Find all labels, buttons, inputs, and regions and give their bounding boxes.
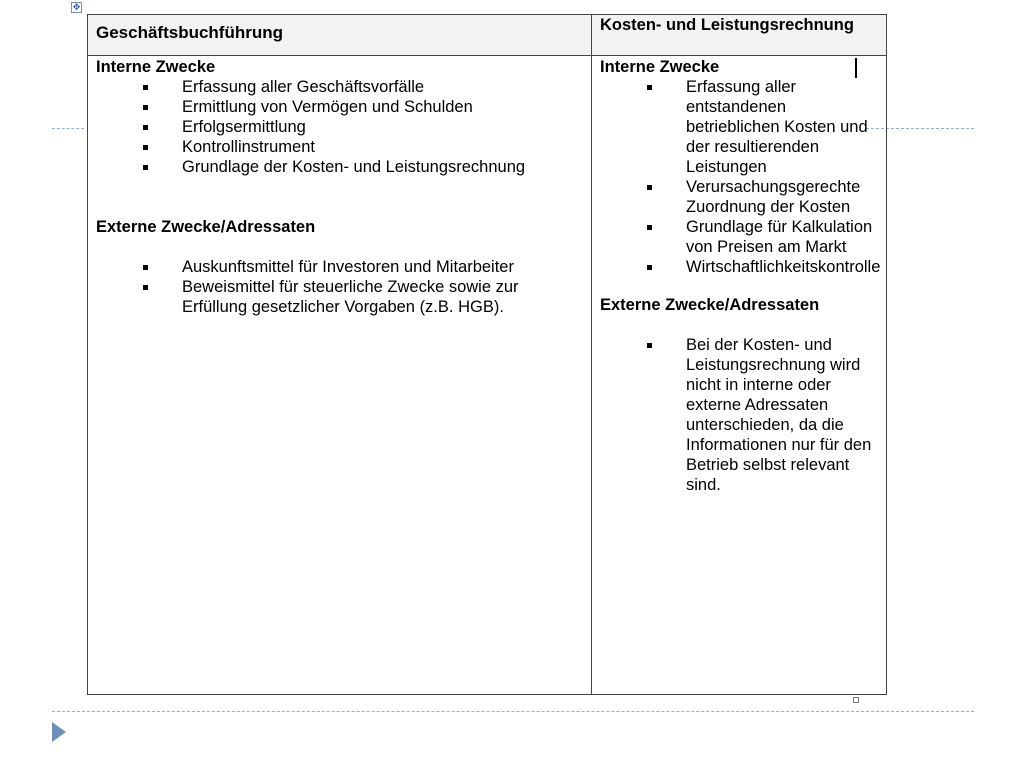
header-right-label: Kosten- und Leistungsrechnung — [600, 16, 854, 34]
table-move-handle-icon[interactable]: ✥ — [72, 2, 81, 12]
left-external-heading: Externe Zwecke/Adressaten — [96, 218, 316, 236]
left-internal-list — [96, 77, 585, 177]
list-item: Grundlage der Kosten- und Leistungsrechnung — [96, 157, 585, 177]
list-item: Erfassung aller entstandenen betrieblichen Kosten und der resultierenden Leistungen — [600, 77, 880, 177]
slide-guide-bottom — [52, 711, 974, 712]
square-bullet-icon — [143, 145, 148, 150]
header-left-label: Geschäftsbuchführung — [96, 23, 284, 42]
list-item: Verursachungsgerechte Zuordnung der Kosten — [600, 177, 880, 217]
list-item: Ermittlung von Vermögen und Schulden — [96, 97, 585, 117]
table-header-row — [88, 15, 887, 56]
square-bullet-icon — [143, 125, 148, 130]
square-bullet-icon — [647, 343, 652, 348]
square-bullet-icon — [143, 265, 148, 270]
list-item: Bei der Kosten- und Leistungsrechnung wird nicht in interne oder externe Adressaten unterschieden, da die Informationen nur für den Betrieb selbst relevant sind. — [600, 335, 880, 495]
square-bullet-icon — [143, 285, 148, 290]
left-external-list — [96, 257, 585, 317]
right-internal-heading: Interne Zwecke — [600, 58, 720, 76]
list-item: Kontrollinstrument — [96, 137, 585, 157]
right-internal-list — [600, 77, 880, 277]
list-item: Auskunftsmittel für Investoren und Mitarbeiter — [96, 257, 585, 277]
square-bullet-icon — [143, 85, 148, 90]
left-internal-heading: Interne Zwecke — [96, 58, 216, 76]
list-item: Grundlage für Kalkulation von Preisen am Markt — [600, 217, 880, 257]
comparison-table — [87, 14, 887, 695]
right-external-heading: Externe Zwecke/Adressaten — [600, 296, 820, 314]
square-bullet-icon — [647, 265, 652, 270]
body-cell-left[interactable] — [88, 56, 592, 695]
right-external-list — [600, 335, 880, 495]
list-item: Erfolgsermittlung — [96, 117, 585, 137]
header-cell-left[interactable] — [88, 15, 592, 56]
table-body-row — [88, 56, 887, 695]
square-bullet-icon — [143, 165, 148, 170]
square-bullet-icon — [647, 185, 652, 190]
square-bullet-icon — [647, 225, 652, 230]
list-item: Wirtschaftlichkeitskontrolle — [600, 257, 880, 277]
slide-guide-top-left — [52, 128, 84, 129]
square-bullet-icon — [647, 85, 652, 90]
slide-bullet-arrow-icon — [52, 722, 66, 742]
list-item: Erfassung aller Geschäftsvorfälle — [96, 77, 585, 97]
square-bullet-icon — [143, 105, 148, 110]
body-cell-right[interactable] — [592, 56, 887, 695]
table-resize-handle[interactable] — [853, 697, 859, 703]
header-cell-right[interactable] — [592, 15, 887, 56]
list-item: Beweismittel für steuerliche Zwecke sowie zur Erfüllung gesetzlicher Vorgaben (z.B. HGB). — [96, 277, 585, 317]
